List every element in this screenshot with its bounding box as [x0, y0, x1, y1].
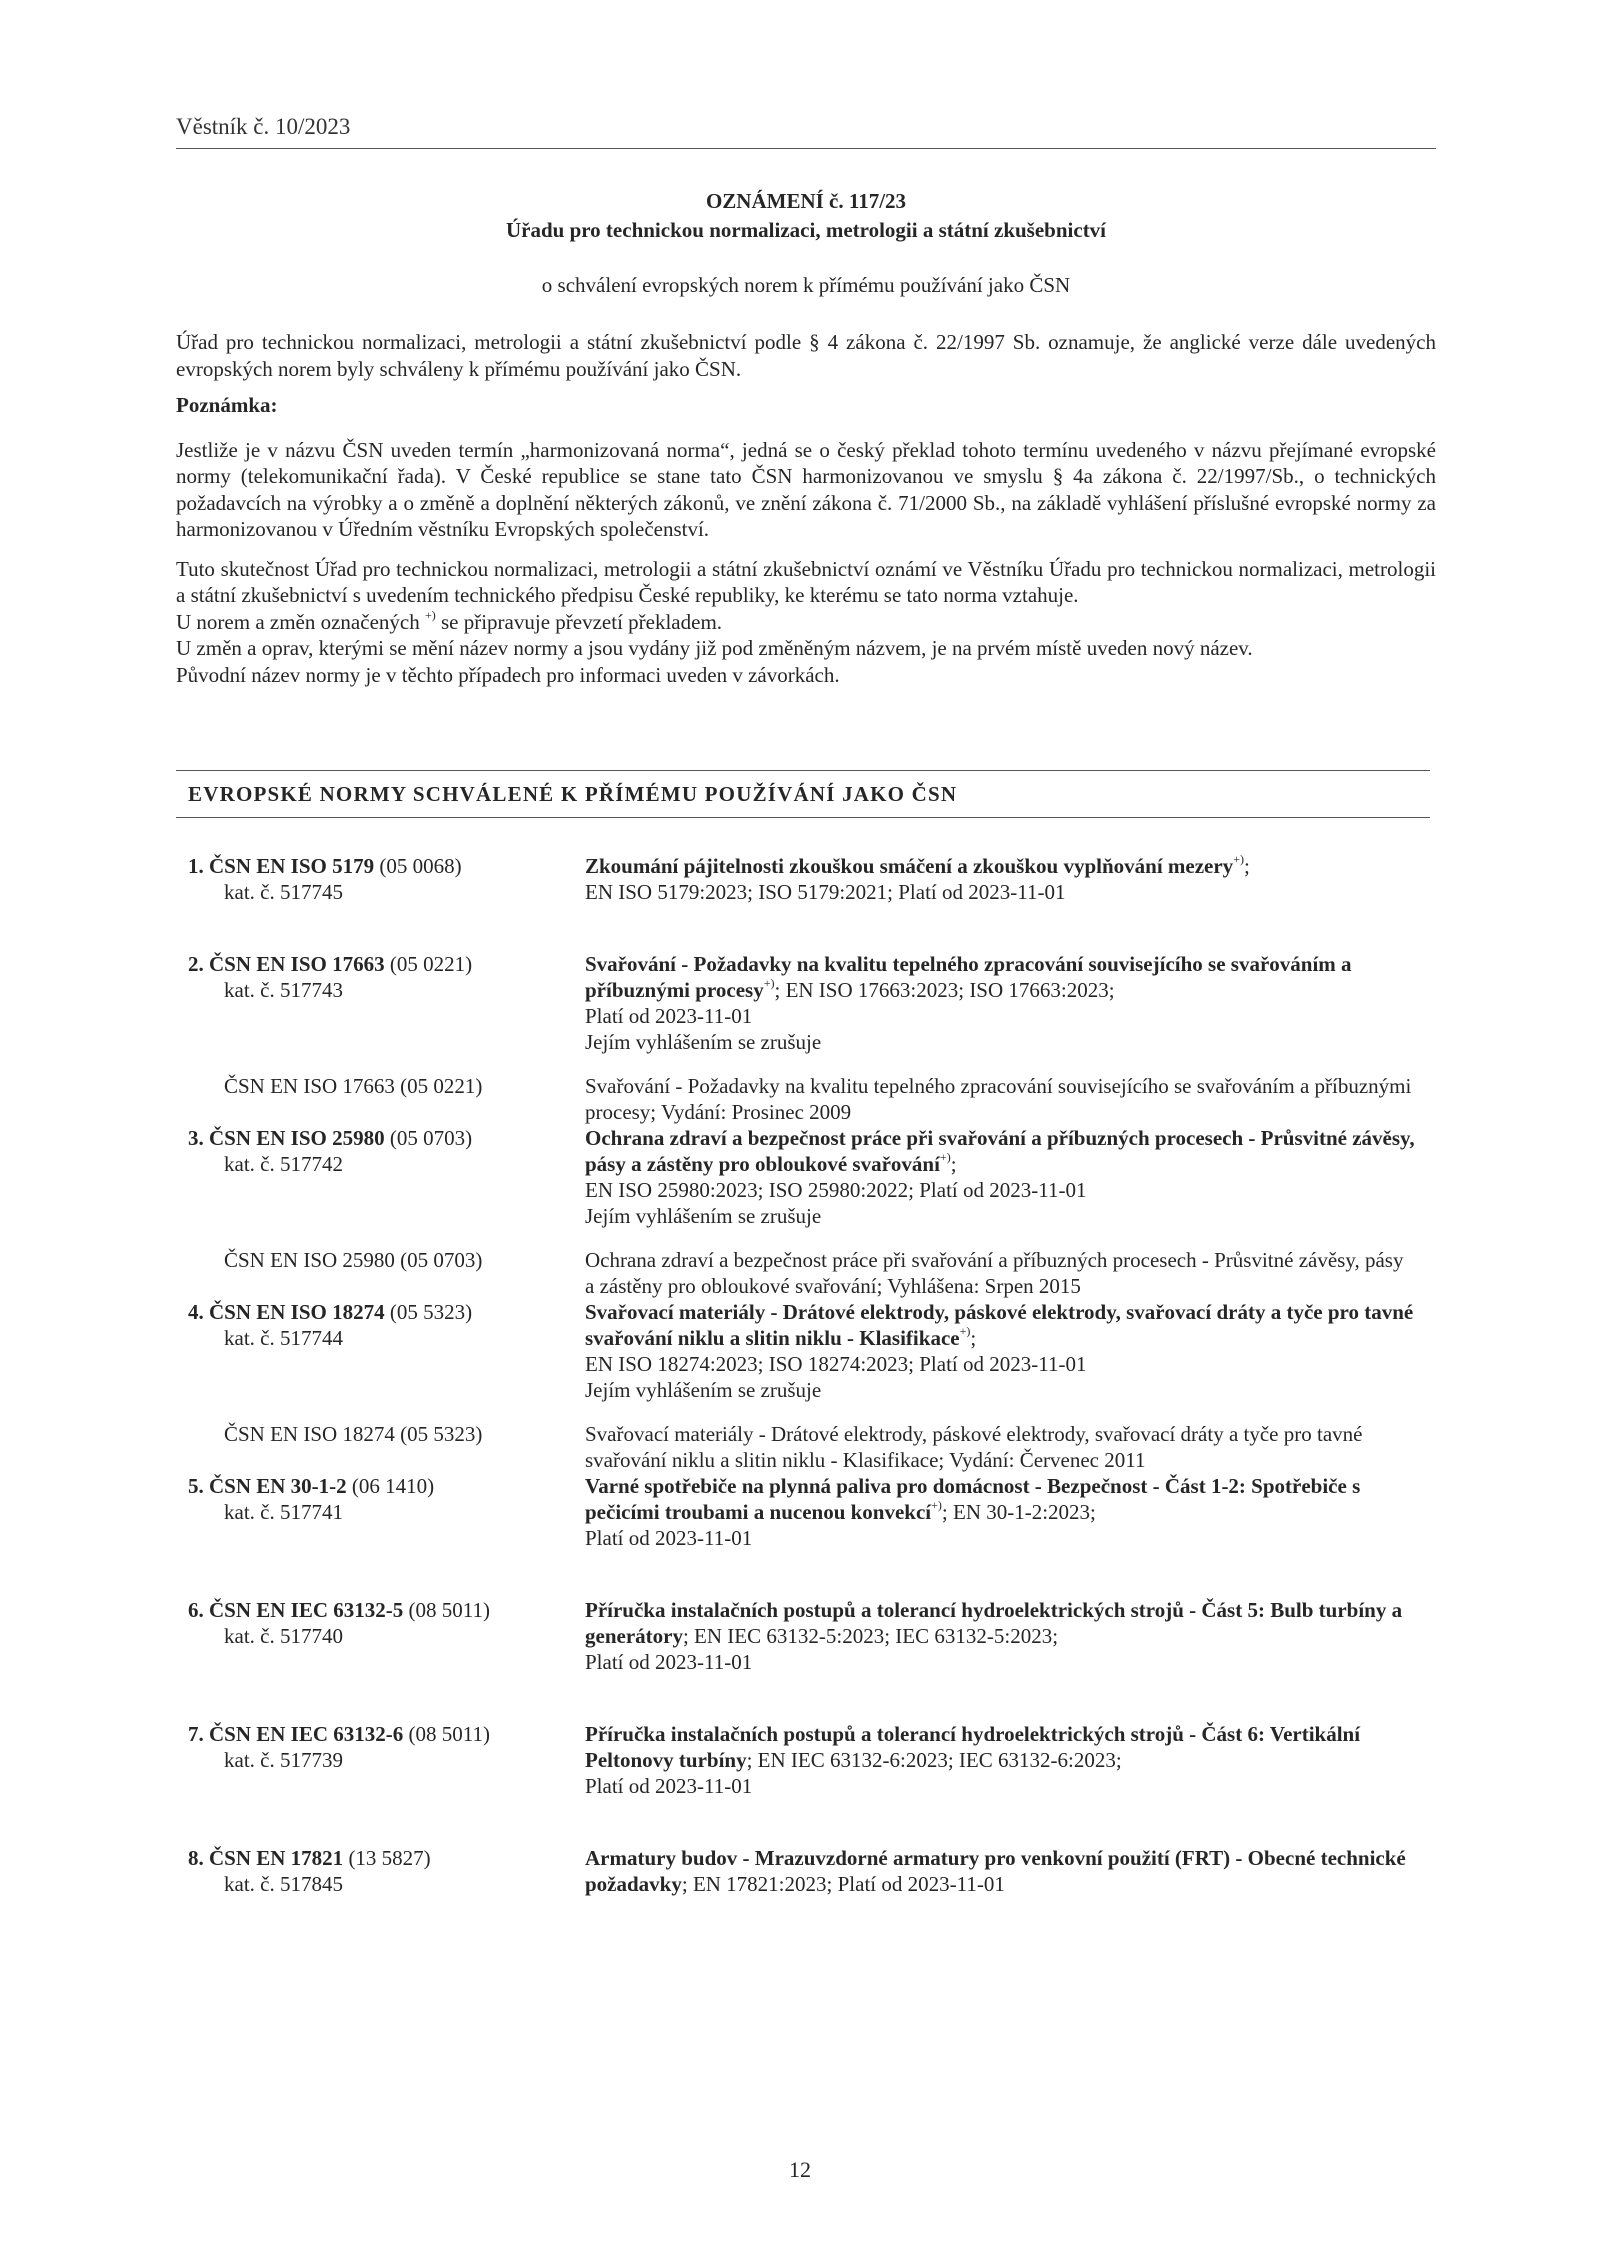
norm-identifier	[188, 951, 585, 1055]
norm-identifier	[188, 1473, 585, 1551]
replaced-norm-ref: ČSN EN ISO 18274 (05 5323)	[224, 1422, 483, 1446]
norm-title: Ochrana zdraví a bezpečnost práce při svařování a příbuzných procesech - Průsvitné závěsy, pásy a zástěny pro obloukové svařování	[585, 1126, 1415, 1176]
replacement-note: Jejím vyhlášením se zrušuje	[585, 1030, 822, 1054]
norm-entry	[188, 1597, 1436, 1675]
norm-class-code: (05 0703)	[384, 1126, 473, 1150]
norm-validity: EN ISO 25980:2023; ISO 25980:2022; Platí od 2023-11-01	[585, 1178, 1087, 1202]
catalog-number: kat. č. 517742	[224, 1152, 343, 1176]
norm-class-code: (08 5011)	[403, 1722, 490, 1746]
norm-class-code: (08 5011)	[403, 1598, 490, 1622]
norm-description	[585, 1473, 1415, 1551]
journal-issue: Věstník č. 10/2023	[176, 114, 351, 139]
replaced-norm	[188, 1073, 1436, 1125]
note-paragraph: Jestliže je v názvu ČSN uveden termín „harmonizovaná norma“, jedná se o český překlad tohoto termínu uvedeného v názvu přejímané evropské normy (telekomunikační řada). V České republice se stane tato ČSN harmonizovanou ve smyslu § 4a zákona č. 22/1997/Sb., o technických požadavcích na výrobky a o změně a doplnění některých zákonů, ve znění zákona č. 71/2000 Sb., na základě vyhlášení příslušné evropské normy za harmonizovanou v Úředním věstníku Evropských společenství.	[176, 437, 1436, 541]
norm-class-code: (05 5323)	[384, 1300, 473, 1324]
page-number: 12	[789, 2157, 811, 2182]
norm-entry	[188, 1845, 1436, 1897]
norm-title: Zkoumání pájitelnosti zkouškou smáčení a zkouškou vyplňování mezery	[585, 854, 1234, 878]
norm-validity: Platí od 2023-11-01	[585, 1774, 753, 1798]
norm-entry	[188, 853, 1436, 905]
plus-mark: +)	[424, 607, 436, 622]
original-name-paragraph: Původní název normy je v těchto případech pro informaci uveden v závorkách.	[176, 662, 840, 687]
norm-references: ; EN 30-1-2:2023;	[941, 1500, 1096, 1524]
announcement-title	[176, 187, 1436, 300]
norm-entry	[188, 951, 1436, 1055]
norm-number: 6. ČSN EN IEC 63132-5	[188, 1598, 404, 1622]
norm-references: ;	[970, 1326, 977, 1350]
norm-title: Armatury budov - Mrazuvzdorné armatury pro venkovní použití (FRT) - Obecné technické požadavky	[585, 1846, 1406, 1896]
norm-entry	[188, 1473, 1436, 1551]
replacement-note: Jejím vyhlášením se zrušuje	[585, 1204, 822, 1228]
intro-paragraph: Úřad pro technickou normalizaci, metrologii a státní zkušebnictví podle § 4 zákona č. 22/1997 Sb. oznamuje, že anglické verze dále uvedených evropských norem byly schváleny k přímému používání jako ČSN.	[176, 330, 1436, 381]
norm-description	[585, 951, 1415, 1055]
norm-entry	[188, 1721, 1436, 1799]
note-label: Poznámka:	[176, 393, 278, 417]
catalog-number: kat. č. 517743	[224, 978, 343, 1002]
publication-paragraph: Tuto skutečnost Úřad pro technickou normalizaci, metrologii a státní zkušebnictví oznámí ve Věstníku Úřadu pro technickou normalizaci, metrologii a státní zkušebnictví s uvedením technického předpisu České republiky, ke kterému se tato norma vztahuje.	[176, 556, 1436, 607]
replacement-note: Jejím vyhlášením se zrušuje	[585, 1378, 822, 1402]
norm-number: 8. ČSN EN 17821	[188, 1846, 344, 1870]
norm-identifier	[188, 853, 585, 905]
plus-mark: +)	[1233, 852, 1244, 866]
norm-references: ; EN IEC 63132-5:2023; IEC 63132-5:2023;	[682, 1624, 1059, 1648]
section-heading: EVROPSKÉ NORMY SCHVÁLENÉ K PŘÍMÉMU POUŽÍVÁNÍ JAKO ČSN	[176, 770, 1430, 818]
norm-identifier	[188, 1125, 585, 1229]
replaced-norm-title: Svařování - Požadavky na kvalitu tepelného zpracování souvisejícího se svařováním a příbuznými procesy; Vydání: Prosinec 2009	[585, 1074, 1412, 1124]
norm-identifier	[188, 1597, 585, 1675]
norm-validity: Platí od 2023-11-01	[585, 1004, 753, 1028]
norm-number: 4. ČSN EN ISO 18274	[188, 1300, 385, 1324]
norm-references: ; EN 17821:2023; Platí od 2023-11-01	[681, 1872, 1005, 1896]
norm-entry	[188, 1299, 1436, 1403]
norm-class-code: (13 5827)	[343, 1846, 431, 1870]
page-header	[176, 112, 1436, 149]
norm-validity: Platí od 2023-11-01	[585, 1650, 753, 1674]
norm-validity: Platí od 2023-11-01	[585, 1526, 753, 1550]
norm-identifier	[188, 1299, 585, 1403]
norm-number: 3. ČSN EN ISO 25980	[188, 1126, 385, 1150]
norm-references: ; EN ISO 17663:2023; ISO 17663:2023;	[774, 978, 1115, 1002]
norm-description	[585, 1125, 1415, 1229]
norm-description	[585, 1845, 1415, 1897]
translation-paragraph	[176, 609, 1436, 636]
catalog-number: kat. č. 517739	[224, 1748, 343, 1772]
norm-class-code: (06 1410)	[346, 1474, 435, 1498]
norm-references: ;	[1243, 854, 1250, 878]
catalog-number: kat. č. 517740	[224, 1624, 343, 1648]
norm-identifier	[188, 1721, 585, 1799]
norm-description	[585, 1299, 1415, 1403]
replaced-norm-title: Svařovací materiály - Drátové elektrody, páskové elektrody, svařovací dráty a tyče pro tavné svařování niklu a slitin niklu - Klasifikace; Vydání: Červenec 2011	[585, 1422, 1363, 1472]
norm-class-code: (05 0068)	[374, 854, 462, 878]
catalog-number: kat. č. 517745	[224, 880, 343, 904]
norm-list	[188, 853, 1436, 1897]
norm-entry	[188, 1125, 1436, 1229]
norm-title: Svařování - Požadavky na kvalitu tepelného zpracování souvisejícího se svařováním a příbuznými procesy	[585, 952, 1352, 1002]
norm-description	[585, 853, 1415, 905]
norm-validity: EN ISO 18274:2023; ISO 18274:2023; Platí od 2023-11-01	[585, 1352, 1087, 1376]
catalog-number: kat. č. 517744	[224, 1326, 343, 1350]
replaced-norm	[188, 1421, 1436, 1473]
norm-title: Příručka instalačních postupů a tolerancí hydroelektrických strojů - Část 6: Vertikální Peltonovy turbíny	[585, 1722, 1361, 1772]
plus-mark: +)	[959, 1324, 971, 1338]
replaced-norm-ref: ČSN EN ISO 25980 (05 0703)	[224, 1248, 483, 1272]
announcement-number: OZNÁMENÍ č. 117/23	[705, 189, 907, 213]
catalog-number: kat. č. 517741	[224, 1500, 343, 1524]
norm-validity: EN ISO 5179:2023; ISO 5179:2021; Platí od 2023-11-01	[585, 880, 1066, 904]
norm-references: ;	[950, 1152, 957, 1176]
translation-text-end: se připravuje převzetí překladem.	[435, 609, 723, 634]
norm-references: ; EN IEC 63132-6:2023; IEC 63132-6:2023;	[746, 1748, 1122, 1772]
norm-identifier	[188, 1845, 585, 1897]
rename-paragraph: U změn a oprav, kterými se mění název normy a jsou vydány již pod změněným názvem, je na prvém místě uveden nový název.	[176, 636, 1253, 660]
norm-number: 5. ČSN EN 30-1-2	[188, 1474, 347, 1498]
catalog-number: kat. č. 517845	[224, 1872, 343, 1896]
replaced-norm	[188, 1247, 1436, 1299]
norm-title: Svařovací materiály - Drátové elektrody, páskové elektrody, svařovací dráty a tyče pro tavné svařování niklu a slitin niklu - Klasifikace	[585, 1300, 1414, 1350]
norm-description	[585, 1721, 1415, 1799]
announcement-subject: o schválení evropských norem k přímému používání jako ČSN	[541, 273, 1071, 297]
issuing-office: Úřadu pro technickou normalizaci, metrologii a státní zkušebnictví	[505, 218, 1107, 242]
norm-number: 1. ČSN EN ISO 5179	[188, 854, 375, 878]
norm-number: 7. ČSN EN IEC 63132-6	[188, 1722, 404, 1746]
replaced-norm-ref: ČSN EN ISO 17663 (05 0221)	[224, 1074, 483, 1098]
plus-mark: +)	[939, 1150, 951, 1164]
norm-number: 2. ČSN EN ISO 17663	[188, 952, 385, 976]
norm-title: Varné spotřebiče na plynná paliva pro domácnost - Bezpečnost - Část 1-2: Spotřebiče s pečicími troubami a nucenou konvekcí	[585, 1474, 1361, 1524]
norm-title: Příručka instalačních postupů a tolerancí hydroelektrických strojů - Část 5: Bulb turbíny a generátory	[585, 1598, 1403, 1648]
plus-mark: +)	[931, 1498, 942, 1512]
replaced-norm-title: Ochrana zdraví a bezpečnost práce při svařování a příbuzných procesech - Průsvitné závěsy, pásy a zástěny pro obloukové svařování; Vyhlášena: Srpen 2015	[585, 1248, 1404, 1298]
norm-class-code: (05 0221)	[384, 952, 473, 976]
translation-text: U norem a změn označených	[176, 609, 425, 634]
announcement-body	[176, 329, 1436, 688]
norm-description	[585, 1597, 1415, 1675]
plus-mark: +)	[763, 976, 775, 990]
